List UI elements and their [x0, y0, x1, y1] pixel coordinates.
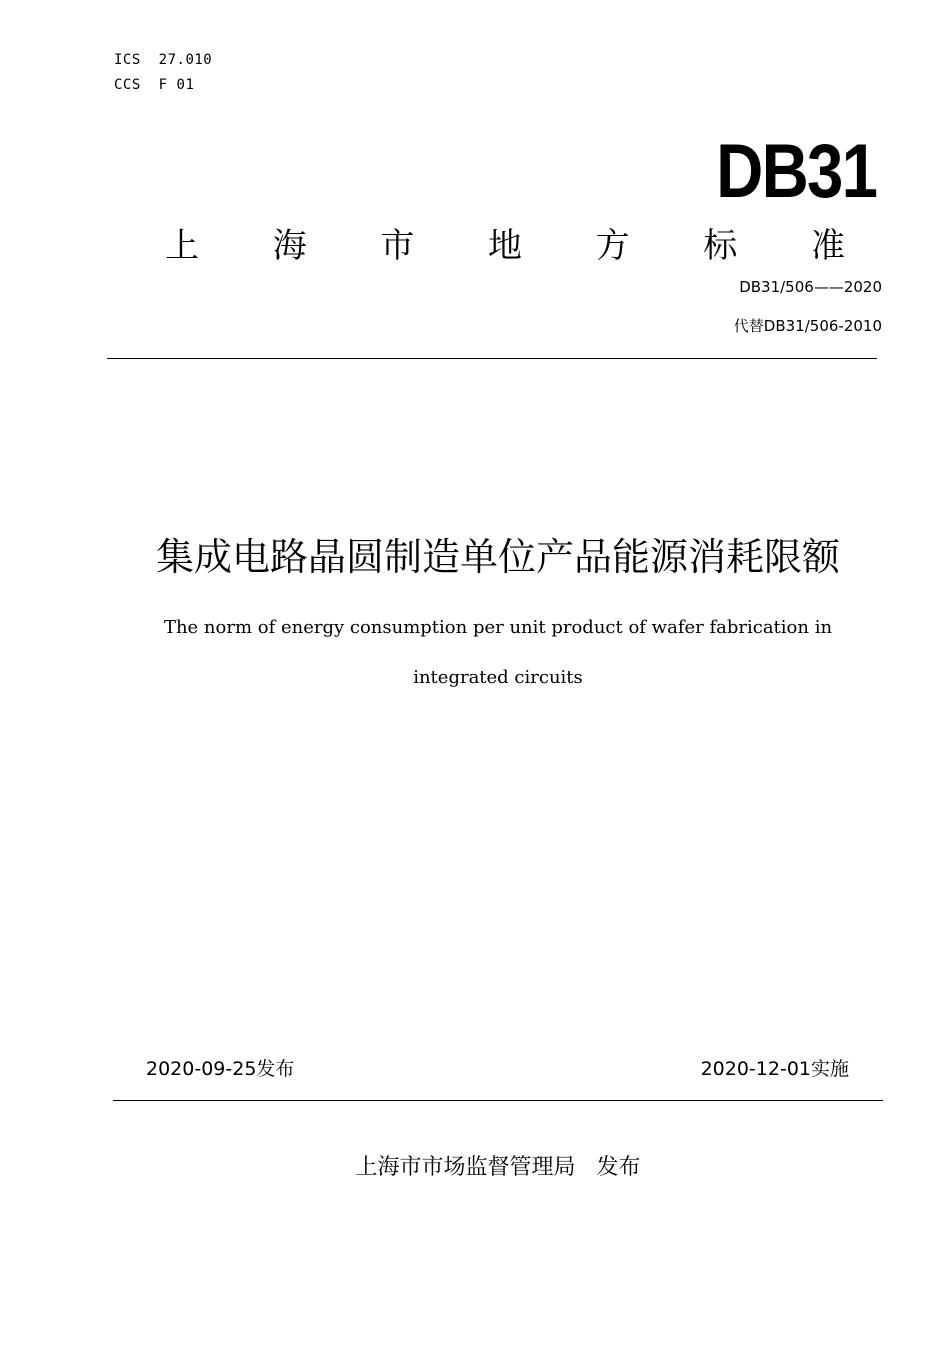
ccs-label: CCS	[114, 77, 141, 93]
standard-type-char: 市	[380, 226, 415, 266]
standard-type-char: 上	[165, 226, 199, 266]
footer-divider	[113, 1100, 883, 1101]
title-en-line-1: The norm of energy consumption per unit product of wafer fabrication in	[163, 617, 833, 638]
ccs-code-line	[114, 73, 212, 98]
standard-type-char: 地	[487, 226, 522, 266]
standard-type-char: 准	[810, 226, 845, 266]
title-en-line-2: integrated circuits	[413, 667, 583, 688]
ics-label: ICS	[114, 52, 141, 68]
document-title-zh: 集成电路晶圆制造单位产品能源消耗限额	[155, 535, 840, 579]
standard-type-char: 方	[595, 226, 630, 266]
standard-number: DB31/506——2020	[739, 278, 882, 296]
standard-logo: DB31	[715, 129, 876, 214]
classification-codes	[114, 48, 212, 98]
ccs-code: F 01	[158, 77, 195, 93]
publish-action: 发布	[596, 1155, 641, 1180]
standard-type-title	[165, 222, 845, 270]
publisher-name: 上海市市场监督管理局	[355, 1155, 576, 1180]
publisher-line	[0, 1150, 950, 1181]
document-title-en	[104, 603, 892, 703]
standard-type-char: 海	[272, 226, 307, 266]
ics-code-line	[114, 48, 212, 73]
ics-code: 27.010	[158, 52, 213, 68]
issue-date: 2020-09-25发布	[146, 1058, 295, 1080]
header-divider	[107, 358, 877, 359]
implementation-date: 2020-12-01实施	[700, 1058, 849, 1080]
replaces-standard: 代替DB31/506-2010	[733, 317, 882, 335]
standard-type-char: 标	[703, 226, 738, 266]
